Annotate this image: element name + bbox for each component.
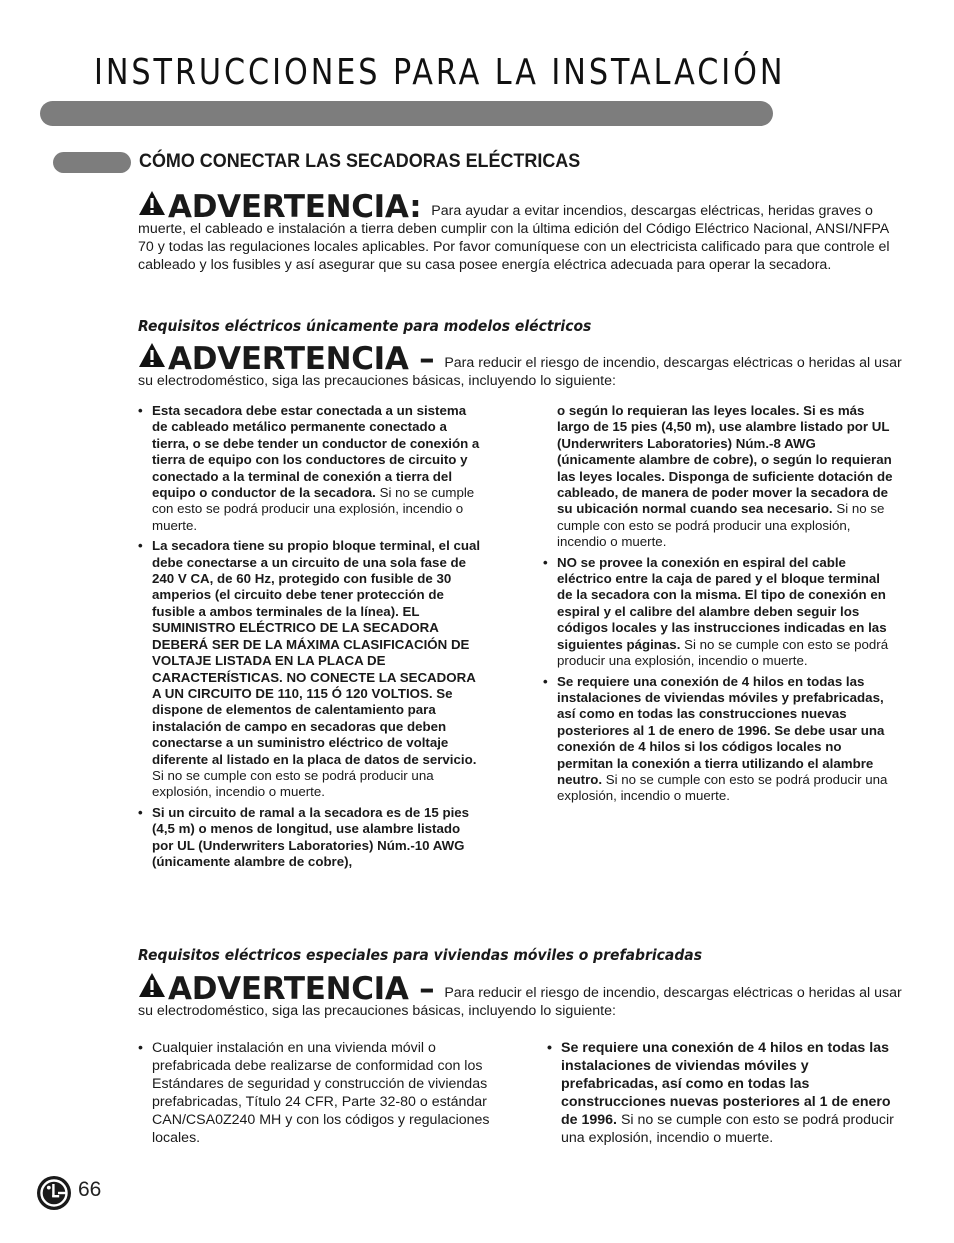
list-item — [543, 555, 893, 670]
bullet-icon: • — [547, 1040, 552, 1056]
bullet-regular-text: Si no se cumple con esto se podrá producir una explosión, incendio o muerte. — [557, 501, 885, 550]
list-item — [138, 1039, 493, 1147]
warning-triangle-icon — [138, 342, 166, 368]
warning-text: Para reducir el riesgo de incendio, descargas eléctricas o heridas al usar su electrodoméstico, siga las precauciones básicas, incluyendo lo siguiente: — [138, 985, 902, 1019]
warning-text: Para reducir el riesgo de incendio, descargas eléctricas o heridas al usar su electrodoméstico, siga las precauciones básicas, incluyendo lo siguiente: — [138, 355, 902, 389]
subhead-electric: Requisitos eléctricos únicamente para modelos eléctricos — [138, 317, 592, 335]
warning-triangle-icon — [138, 190, 166, 216]
subhead-mobile: Requisitos eléctricos especiales para viviendas móviles o prefabricadas — [138, 946, 703, 964]
bullet-bold-text: La secadora tiene su propio bloque terminal, el cual debe conectarse a un circuito de una sola fase de 240 V CA, de 60 Hz, protegido con fusible de 30 amperios (el circuito debe tener protección de fusible a ambos terminales de la línea). EL SUMINISTRO ELÉCTRICO DE LA SECADORA DEBERÁ SER DE LA MÁXIMA CLASIFICACIÓN DE VOLTAJE LISTADA EN LA PLACA DE CARACTERÍSTICAS. NO CONECTE LA SECADORA A UN CIRCUITO DE 110, 115 Ó 120 VOLTIOS. Se dispone de elementos de calentamiento para instalación de campo en secadoras que deben conectarse a un suministro eléctrico de voltaje diferente al listado en la placa de datos de servicio. — [152, 538, 481, 767]
list-item — [138, 538, 484, 801]
warning-triangle-icon — [138, 972, 166, 998]
list-item — [138, 403, 484, 534]
list-item — [138, 805, 484, 871]
list-item — [543, 403, 893, 551]
bullet-bold-text: o según lo requieran las leyes locales. Si es más largo de 15 pies (4,50 m), use alambre listado por UL (Underwriters Laboratories) Núm.-8 AWG (únicamente alambre de cobre), o según lo requieran las leyes locales. Disponga de suficiente dotación de cableado, de manera de poder mover la secadora de su ubicación normal cuando sea necesario. — [557, 403, 893, 517]
electric-bullets-right — [543, 403, 893, 809]
page-number: 66 — [78, 1178, 102, 1201]
bullet-regular-text: Cualquier instalación en una vivienda móvil o prefabricada debe realizarse de conformidad con los Estándares de seguridad y construcción de viviendas prefabricadas, Título 24 CFR, Parte 32-80 o estándar CAN/CSA0Z240 MH y con los códigos y regulaciones locales. — [152, 1040, 490, 1146]
section-pill — [53, 152, 131, 173]
bullet-bold-text: Si un circuito de ramal a la secadora es de 15 pies (4,5 m) o menos de longitud, use alambre listado por UL (Underwriters Laboratories) Núm.-10 AWG (únicamente alambre de cobre), — [152, 804, 470, 869]
bullet-regular-text: Si no se cumple con esto se podrá producir una explosión, incendio o muerte. — [561, 1112, 894, 1146]
bullet-regular-text: Si no se cumple con esto se podrá producir una explosión, incendio o muerte. — [557, 636, 889, 669]
mobile-bullets-right — [547, 1039, 897, 1147]
bullet-icon: • — [138, 804, 143, 820]
warning-block-1 — [138, 190, 904, 274]
bullet-bold-text: Se requiere una conexión de 4 hilos en todas las instalaciones de viviendas móviles y prefabricadas, así como en todas las construcciones nuevas posteriores al 1 de enero de 1996. Se debe usar una conexión de 4 hilos si los códigos locales no permitan la conexión a tierra utilizando el alambre neutro. — [557, 673, 885, 787]
warning-label: ADVERTENCIA: — [168, 189, 422, 225]
electric-bullets-left — [138, 403, 484, 874]
bullet-icon: • — [543, 673, 548, 689]
bullet-icon: • — [543, 554, 548, 570]
bullet-icon: • — [138, 538, 143, 554]
list-item — [547, 1039, 897, 1147]
bullet-bold-text: Esta secadora debe estar conectada a un sistema de cableado metálico permanente conectado a tierra, o se debe tender un conductor de conexión a tierra de equipo con los conductores de circuito y conectado a la terminal de conexión a tierra del equipo o conductor de la secadora. — [152, 403, 480, 501]
bullet-regular-text: Si no se cumple con esto se podrá producir una explosión, incendio o muerte. — [557, 771, 888, 804]
bullet-regular-text: Si no se cumple con esto se podrá producir una explosión, incendio o muerte. — [152, 485, 475, 533]
bullet-regular-text: Si no se cumple con esto se podrá producir una explosión, incendio o muerte. — [152, 767, 434, 800]
title-bar — [40, 101, 773, 126]
lg-logo-icon — [36, 1175, 72, 1211]
warning-label: ADVERTENCIA – — [168, 971, 435, 1007]
bullet-icon: • — [138, 403, 143, 418]
section-heading: CÓMO CONECTAR LAS SECADORAS ELÉCTRICAS — [139, 150, 581, 172]
mobile-bullets-left — [138, 1039, 493, 1147]
page-title: INSTRUCCIONES PARA LA INSTALACIÓN — [94, 52, 786, 93]
warning-block-2 — [138, 342, 904, 390]
warning-text: Para ayudar a evitar incendios, descargas eléctricas, heridas graves o muerte, el cableado e instalación a tierra deben cumplir con la última edición del Código Eléctrico Nacional, ANSI/NFPA 70 y todas las regulaciones locales aplicables. Por favor comuníquese con un electricista calificado para que controle el cableado y los fusibles y así asegurar que su casa posee energía eléctrica adecuada para operar la secadora. — [138, 203, 890, 273]
list-item — [543, 674, 893, 805]
bullet-bold-text: NO se provee la conexión en espiral del cable eléctrico entre la caja de pared y el bloque terminal de la secadora con la misma. El tipo de conexión en espiral y el calibre del alambre deben seguir los códigos locales y las instrucciones indicadas en las siguientes páginas. — [557, 554, 887, 652]
bullet-bold-text: Se requiere una conexión de 4 hilos en todas las instalaciones de viviendas móviles y prefabricadas, así como en todas las construcciones nuevas posteriores al 1 de enero de 1996. — [561, 1040, 891, 1128]
warning-label: ADVERTENCIA – — [168, 341, 435, 377]
bullet-icon: • — [138, 1040, 143, 1056]
warning-block-3 — [138, 972, 904, 1020]
